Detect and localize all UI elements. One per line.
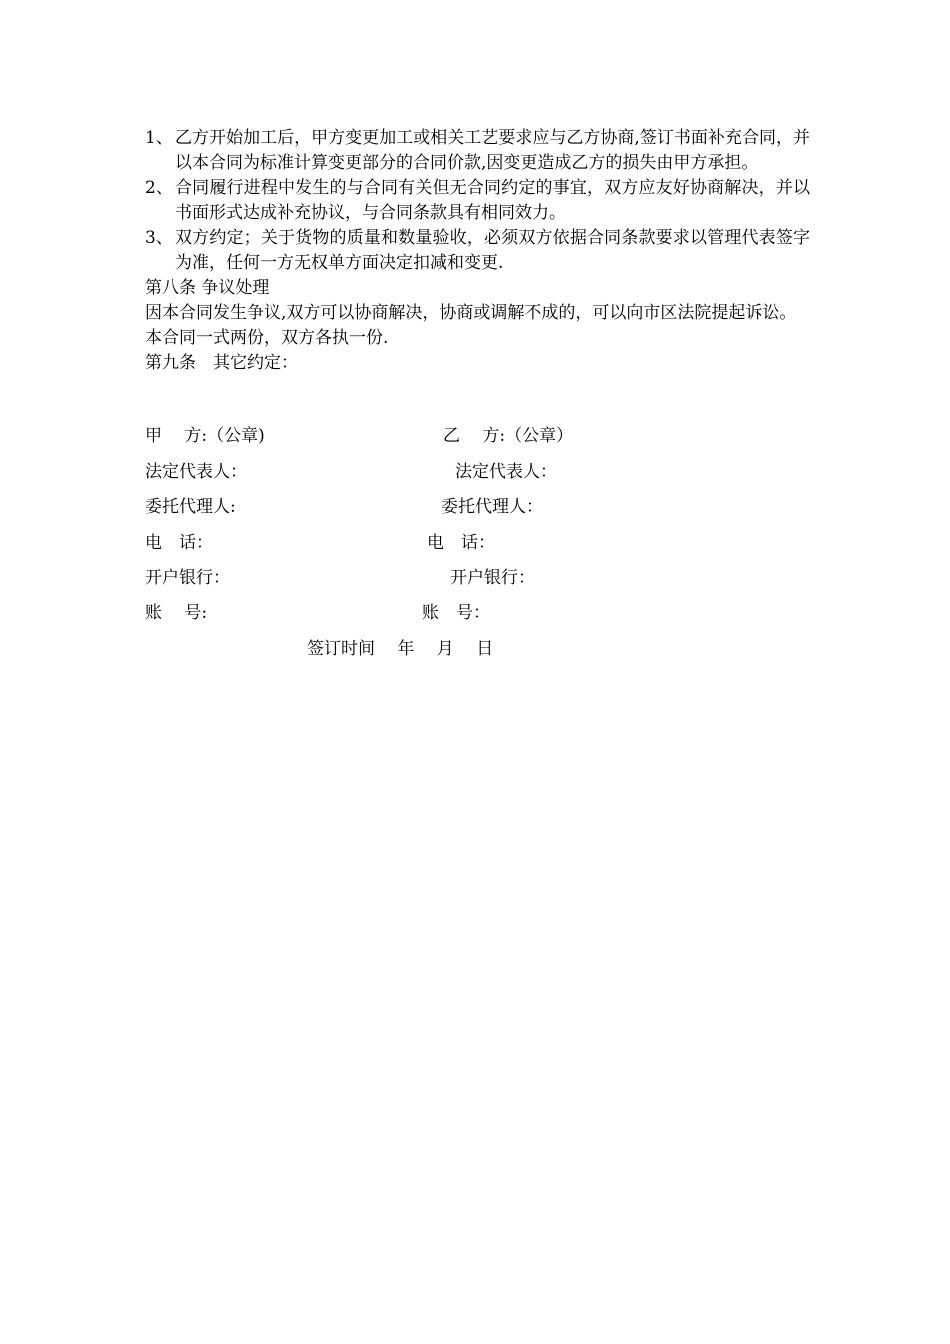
signature-row-phone (145, 531, 810, 556)
clause-1 (145, 126, 810, 176)
signature-row-party (145, 424, 810, 449)
signature-row-legal-rep (145, 460, 810, 485)
party-b-label: 乙 方:（公章） (443, 426, 574, 446)
signature-row-bank (145, 566, 810, 591)
party-a-legal-rep: 法定代表人： (145, 462, 247, 482)
signature-row-agent (145, 495, 810, 520)
article-8-heading: 第八条 争议处理 (145, 278, 270, 298)
party-b-account: 账 号： (422, 603, 490, 623)
party-a-account: 账 号: (145, 603, 208, 623)
party-a-phone: 电 话： (145, 533, 213, 553)
party-b-legal-rep: 法定代表人： (455, 462, 557, 482)
article-9-heading: 第九条 其它约定： (145, 353, 298, 373)
clause-text: 双方约定；关于货物的质量和数量验收，必须双方依据合同条款要求以管理代表签字为准，任何一方无权单方面决定扣减和变更. (175, 228, 810, 273)
party-b-bank: 开户银行： (450, 568, 535, 588)
article-8-body: 因本合同发生争议,双方可以协商解决，协商或调解不成的，可以向市区法院提起诉讼。 (145, 303, 797, 323)
clause-text: 合同履行进程中发生的与合同有关但无合同约定的事宜，双方应友好协商解决，并以书面形式达成补充协议，与合同条款具有相同效力。 (175, 178, 810, 223)
contract-body (145, 126, 810, 376)
signature-row-account (145, 601, 810, 626)
party-a-bank: 开户银行： (145, 568, 230, 588)
copies-statement: 本合同一式两份，双方各执一份. (145, 328, 389, 348)
party-a-agent: 委托代理人: (145, 497, 236, 517)
clause-number: 1、 (145, 128, 173, 148)
party-b-agent: 委托代理人： (441, 497, 543, 517)
party-a-label: 甲 方:（公章) (145, 426, 265, 446)
party-b-phone: 电 话： (427, 533, 495, 553)
signing-date: 签订时间 年 月 日 (307, 639, 494, 659)
clause-2 (145, 176, 810, 226)
clause-3 (145, 226, 810, 276)
clause-text: 乙方开始加工后，甲方变更加工或相关工艺要求应与乙方协商,签订书面补充合同，并以本合同为标准计算变更部分的合同价款,因变更造成乙方的损失由甲方承担。 (175, 128, 810, 173)
clause-number: 2、 (145, 178, 173, 198)
clause-number: 3、 (145, 228, 173, 248)
